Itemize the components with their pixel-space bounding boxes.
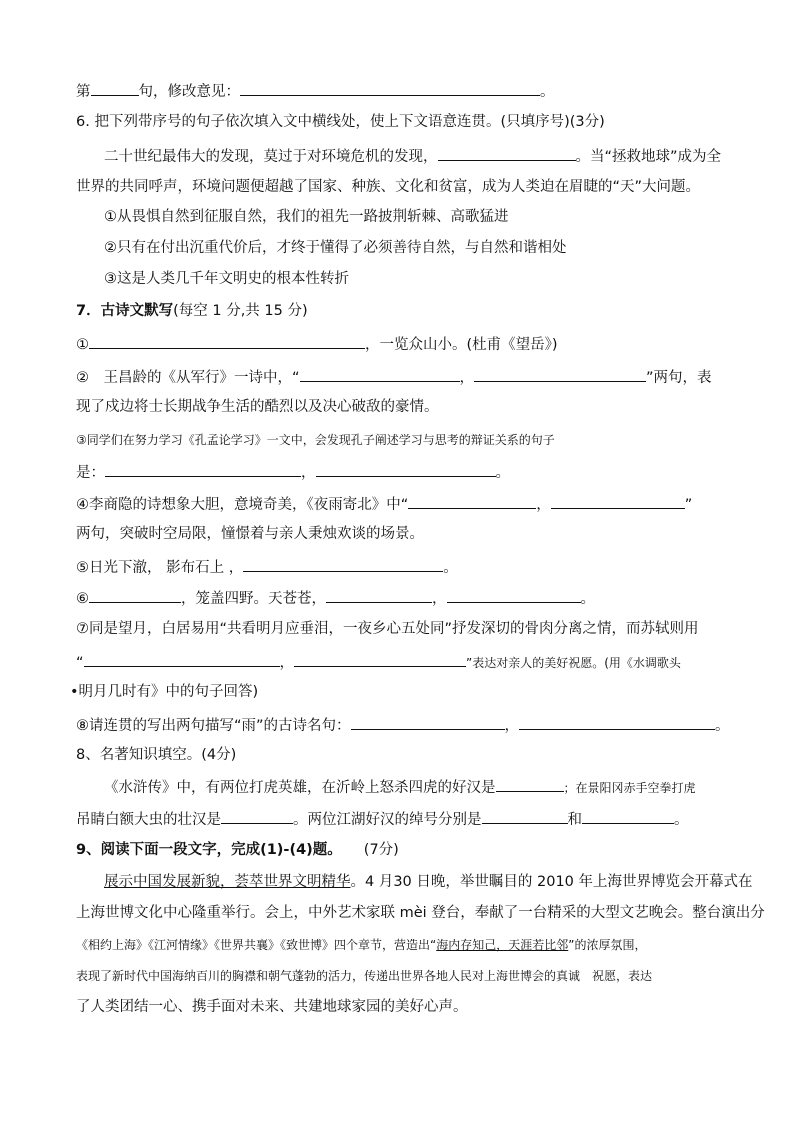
blank[interactable]: [351, 714, 505, 730]
blank[interactable]: [89, 587, 181, 603]
blank[interactable]: [89, 333, 365, 349]
q9-passage-line3: 《相约上海》《江河情缘》《世界共襄》《致世博》四个章节，营造出“海内存知己，天涯若比邻”的浓厚氛围，: [76, 938, 647, 952]
q7-item-3: ③同学们在努力学习《孔孟论学习》一文中，会发现孔子阐述学习与思考的辩证关系的句子: [76, 433, 555, 447]
q7-item-4-cont: 两句，突破时空局限，憧憬着与亲人秉烛欢谈的场景。: [76, 526, 424, 542]
blank[interactable]: [221, 808, 293, 824]
blank[interactable]: [243, 556, 443, 572]
blank[interactable]: [326, 587, 432, 603]
q6-option-3: ③这是人类几千年文明史的根本性转折: [104, 271, 349, 287]
blank[interactable]: [519, 714, 715, 730]
blank[interactable]: [300, 366, 460, 382]
blank[interactable]: [551, 493, 685, 509]
q6-option-1: ①从畏惧自然到征服自然，我们的祖先一路披荆斩棘、高歌猛进: [104, 209, 509, 225]
q9-passage-line1: 展示中国发展新貌，荟萃世界文明精华。4 月30 日晚，举世瞩目的 2010 年上海世界博览会开幕式在: [104, 874, 753, 890]
blank[interactable]: [84, 651, 280, 667]
q7-item-7-cont: “ ， ”表达对亲人的美好祝愿。(用《水调歌头: [76, 651, 681, 673]
q7-item-7: ⑦同是望月，白居易用“共看明月应垂泪，一夜乡心五处同”抒发深切的骨肉分离之情，而苏轼则用: [76, 621, 699, 637]
blank[interactable]: [474, 366, 646, 382]
blank[interactable]: [496, 776, 564, 792]
q7-item-2-cont: 现了戍边将士长期战争生活的酷烈以及决心破敌的豪情。: [76, 399, 439, 415]
q7-item-3-cont: 是： ， 。: [76, 461, 510, 483]
question-6-heading: 6. 把下列带序号的句子依次填入文中横线处，使上下文语意连贯。(只填序号)(3分): [76, 114, 605, 130]
q6-option-2: ②只有在付出沉重代价后，才终于懂得了必须善待自然，与自然和谐相处: [104, 240, 567, 256]
question-7-heading: 7．古诗文默写(每空 1 分,共 15 分): [76, 303, 308, 319]
blank[interactable]: [105, 461, 301, 477]
q7-item-4: ④李商隐的诗想象大胆，意境奇美，《夜雨寄北》中“ ， ”: [76, 493, 692, 515]
q7-item-2: ② 王昌龄的《从军行》一诗中，“ ， ”两句，表: [76, 366, 712, 388]
blank[interactable]: [438, 145, 576, 161]
blank[interactable]: [482, 808, 568, 824]
blank[interactable]: [408, 493, 536, 509]
blank[interactable]: [582, 808, 674, 824]
q5-revision-line: 第 句，修改意见： 。: [76, 80, 555, 102]
q9-passage-line2: 上海世博文化中心隆重举行。会上，中外艺术家联 mèi 登台，奉献了一台精采的大型文艺晚会。整台演出分: [76, 905, 765, 921]
q7-item-6: ⑥ ，笼盖四野。天苍苍， ， 。: [76, 587, 595, 609]
q6-passage-line1: 二十世纪最伟大的发现，莫过于对环境危机的发现， 。当“拯救地球”成为全: [104, 145, 721, 167]
q7-item-1: ① ，一览众山小。(杜甫《望岳》): [76, 333, 558, 355]
q9-passage-line5: 了人类团结一心、携手面对未来、共建地球家园的美好心声。: [76, 999, 468, 1015]
q9-passage-line4: 表现了新时代中国海纳百川的胸襟和朝气蓬勃的活力，传递出世界各地人民对上海世博会的真诚 祝愿，表达: [76, 969, 653, 983]
q7-item-8: ⑧请连贯的写出两句描写“雨”的古诗名句： ， 。: [76, 714, 730, 736]
blank[interactable]: [91, 80, 139, 96]
q8-line-2: 吊睛白额大虫的壮汉是 。两位江湖好汉的绰号分别是 和 。: [76, 808, 689, 830]
blank[interactable]: [294, 651, 466, 667]
blank[interactable]: [447, 587, 581, 603]
question-8-heading: 8、名著知识填空。(4分): [76, 747, 237, 763]
q7-item-5: ⑤日光下澈， 影布石上 ， 。: [76, 556, 458, 578]
question-9-heading: 9、阅读下面一段文字，完成(1)-(4)题。 (7分): [76, 842, 399, 858]
blank[interactable]: [316, 461, 496, 477]
blank[interactable]: [240, 80, 540, 96]
q8-line-1: 《水浒传》中，有两位打虎英雄，在沂岭上怒杀四虎的好汉是 ；在景阳冈赤手空拳打虎: [104, 776, 696, 798]
q6-passage-line2: 世界的共同呼声，环境问题便超越了国家、种族、文化和贫富，成为人类迫在眉睫的“天”大问题。: [76, 179, 701, 195]
q7-item-7-cont2: •明月几时有》中的句子回答): [70, 684, 259, 700]
